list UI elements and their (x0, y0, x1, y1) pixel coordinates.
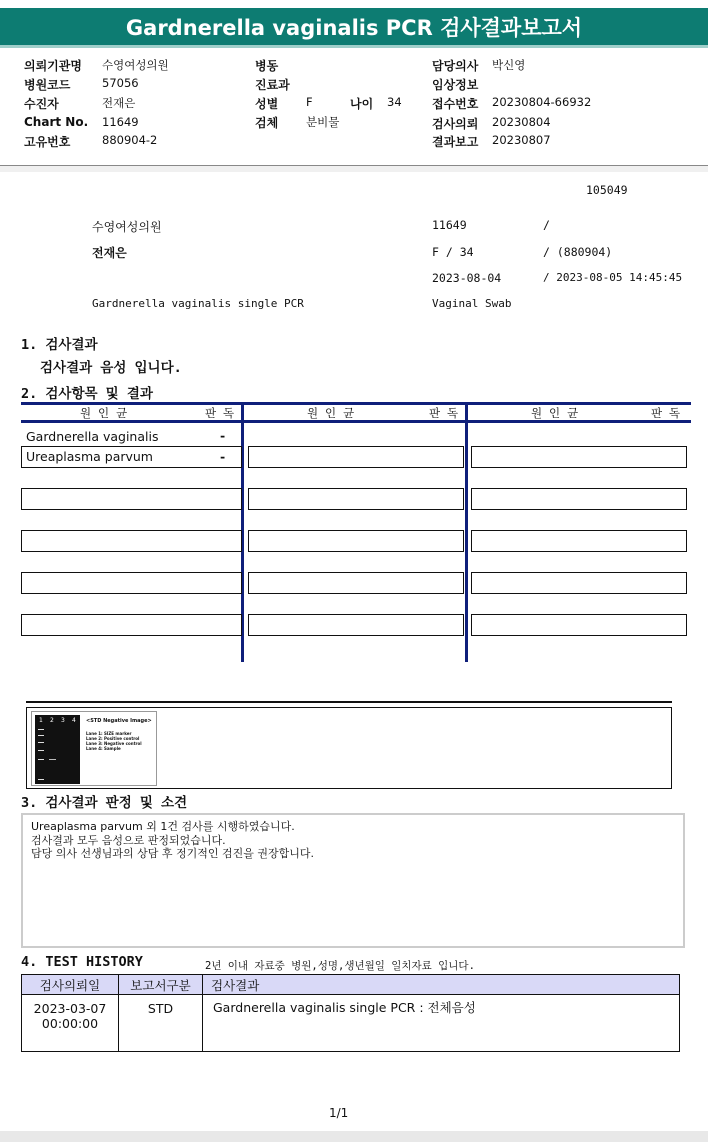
footer-bar (0, 1131, 708, 1142)
pathogen-name: Gardnerella vaginalis (26, 429, 159, 444)
label-receipt-no: 접수번호 (432, 97, 479, 111)
lane-label: 1 (39, 717, 43, 724)
report-title: Gardnerella vaginalis PCR 검사결과보고서 (0, 8, 708, 48)
gel-caption-line: Lane 2: Positive control (86, 736, 140, 741)
value-doctor: 박신영 (492, 58, 526, 72)
history-time: 00:00:00 (41, 1016, 99, 1031)
gel-caption-line: Lane 3: Negative control (86, 741, 142, 746)
col-result-1: 판 독 (205, 406, 235, 420)
page-number: 1/1 (329, 1106, 349, 1120)
header-shadow (0, 166, 708, 172)
history-col-date: 검사의뢰일 (22, 975, 119, 995)
gel-caption-line: Lane 4: Sample (86, 746, 121, 751)
label-age: 나이 (350, 97, 374, 111)
history-col-type: 보고서구분 (119, 975, 203, 995)
history-type: STD (119, 995, 203, 1052)
pathogen-result: - (220, 428, 226, 443)
result-cell (248, 614, 464, 636)
report-number: 105049 (586, 183, 628, 197)
info-request-date: 2023-08-04 (432, 271, 502, 285)
info-patient: 전재은 (92, 246, 127, 260)
label-clinical-info: 임상정보 (432, 78, 479, 92)
lane-label: 4 (72, 717, 76, 724)
history-date: 2023-03-07 (33, 1001, 107, 1016)
history-result: Gardnerella vaginalis single PCR : 전체음성 (203, 995, 680, 1052)
info-test-name: Gardnerella vaginalis single PCR (92, 297, 304, 310)
remark-line: 담당 의사 선생님과의 상담 후 정기적인 검진을 권장합니다. (31, 847, 314, 860)
value-sex: F (306, 95, 313, 109)
value-patient: 전재은 (102, 96, 136, 110)
history-note: 2년 이내 자료중 병원,성명,생년월일 일치자료 입니다. (205, 960, 475, 972)
info-sex-age: F / 34 (432, 245, 474, 259)
section1-title: 1. 검사결과 (21, 337, 98, 353)
result-cell (21, 446, 242, 468)
result-cell (248, 446, 464, 468)
gel-caption-title: <STD Negative Image> (86, 718, 152, 724)
col-pathogen-2: 원 인 균 (307, 406, 355, 420)
section4-title: 4. TEST HISTORY (21, 954, 143, 970)
col-result-2: 판 독 (429, 406, 459, 420)
value-report-date: 20230807 (492, 133, 551, 147)
label-report-date: 결과보고 (432, 135, 479, 149)
section2-title: 2. 검사항목 및 결과 (21, 386, 153, 402)
col-result-3: 판 독 (651, 406, 681, 420)
gel-image (31, 711, 157, 786)
lane-label: 2 (50, 717, 54, 724)
col-pathogen-1: 원 인 균 (80, 406, 128, 420)
label-request-date: 검사의뢰 (432, 117, 479, 131)
info-birth: / (880904) (543, 245, 613, 259)
result-cell (248, 488, 464, 510)
label-doctor: 담당의사 (432, 59, 479, 73)
history-col-result: 검사결과 (203, 975, 680, 995)
info-clinic: 수영여성의원 (92, 220, 162, 234)
history-table (21, 974, 680, 1052)
info-chart: 11649 (432, 218, 467, 232)
gel-band (38, 750, 44, 751)
info-slash: / (543, 218, 550, 232)
gel-band (38, 759, 44, 760)
result-cell (471, 530, 687, 552)
gel-band (38, 735, 44, 736)
result-cell (21, 530, 242, 552)
gel-lanes-image (35, 715, 80, 784)
col-pathogen-3: 원 인 균 (531, 406, 579, 420)
label-hospital-code: 병원코드 (24, 78, 71, 92)
remark-line: 검사결과 모두 음성으로 판정되었습니다. (31, 833, 226, 847)
value-age: 34 (387, 95, 402, 109)
result-cell (21, 614, 242, 636)
label-chart-no: Chart No. (24, 115, 89, 129)
label-specimen: 검체 (255, 116, 279, 130)
gel-band (49, 759, 56, 760)
value-receipt-no: 20230804-66932 (492, 95, 592, 109)
value-chart-no: 11649 (102, 115, 139, 129)
remark-line: Ureaplasma parvum 외 1건 검사를 시행하였습니다. (31, 820, 295, 833)
result-cell (21, 572, 242, 594)
label-sex: 성별 (255, 97, 279, 111)
label-unique-no: 고유번호 (24, 135, 71, 149)
history-date-cell (22, 995, 119, 1052)
label-patient: 수진자 (24, 97, 59, 111)
result-cell (471, 614, 687, 636)
value-hospital-code: 57056 (102, 76, 139, 90)
value-request-date: 20230804 (492, 115, 551, 129)
result-cell (471, 572, 687, 594)
gel-caption-line: Lane 1: SIZE marker (86, 731, 132, 736)
history-header-row (22, 975, 680, 995)
value-clinic: 수영여성의원 (102, 58, 169, 72)
gel-divider (26, 701, 672, 703)
label-department: 진료과 (255, 78, 290, 92)
result-cell (471, 446, 687, 468)
value-unique-no: 880904-2 (102, 133, 158, 147)
result-cell (471, 488, 687, 510)
gel-band (38, 742, 44, 743)
gel-band (38, 779, 44, 780)
label-clinic: 의뢰기관명 (24, 59, 82, 73)
info-report-datetime: / 2023-08-05 14:45:45 (543, 271, 683, 284)
pathogen-name: Ureaplasma parvum (26, 449, 153, 464)
gel-band (38, 729, 44, 730)
value-specimen: 분비물 (306, 115, 340, 129)
section3-title: 3. 검사결과 판정 및 소견 (21, 795, 188, 811)
gel-caption (86, 731, 142, 751)
result-cell (248, 530, 464, 552)
result-cell (248, 572, 464, 594)
table-row (22, 995, 680, 1052)
lane-label: 3 (61, 717, 65, 724)
label-ward: 병동 (255, 59, 279, 73)
remarks-box (21, 813, 685, 948)
section1-text: 검사결과 음성 입니다. (40, 360, 182, 376)
column-divider-2 (465, 402, 468, 662)
result-cell (21, 488, 242, 510)
pathogen-result: - (220, 449, 226, 464)
info-specimen: Vaginal Swab (432, 297, 512, 310)
